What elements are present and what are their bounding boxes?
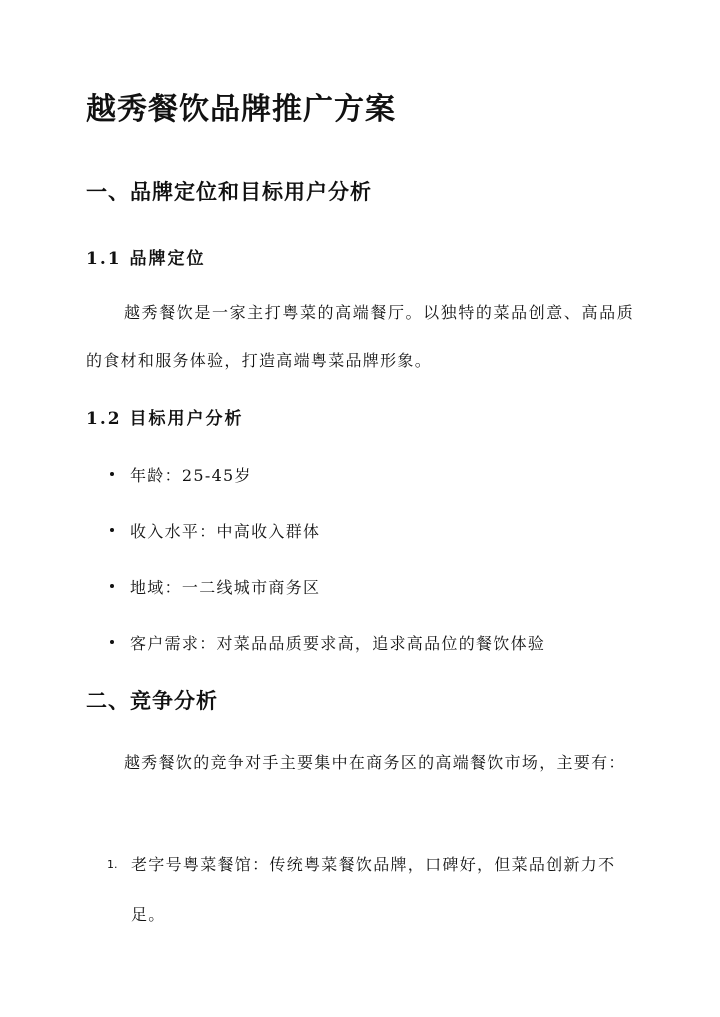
bullet-icon <box>110 640 114 644</box>
section-2-heading: 二、竞争分析 <box>86 688 218 713</box>
bullet-icon <box>110 584 114 588</box>
bullet-icon <box>110 528 114 532</box>
subsection-1-1-heading: 1.1 品牌定位 <box>86 249 206 269</box>
list-item-text: 地域：一二线城市商务区 <box>130 578 321 597</box>
competition-paragraph: 越秀餐饮的竞争对手主要集中在商务区的高端餐饮市场，主要有： <box>124 753 626 772</box>
list-number: 1. <box>107 858 118 871</box>
list-item-text: 年龄：25-45岁 <box>130 466 252 485</box>
brand-positioning-paragraph: 越秀餐饮是一家主打粤菜的高端餐厅。以独特的菜品创意、高品质的食材和服务体验，打造高端粤菜品牌形象。 <box>86 303 634 370</box>
section-1-heading: 一、品牌定位和目标用户分析 <box>86 179 372 204</box>
subsection-1-2-heading: 1.2 目标用户分析 <box>86 409 244 429</box>
list-item-text: 客户需求：对菜品品质要求高，追求高品位的餐饮体验 <box>130 634 546 653</box>
document-title: 越秀餐饮品牌推广方案 <box>86 92 396 127</box>
bullet-icon <box>110 472 114 476</box>
list-item-text: 老字号粤菜餐馆：传统粤菜餐饮品牌，口碑好，但菜品创新力不足。 <box>131 855 616 924</box>
list-item-text: 收入水平：中高收入群体 <box>130 522 321 541</box>
